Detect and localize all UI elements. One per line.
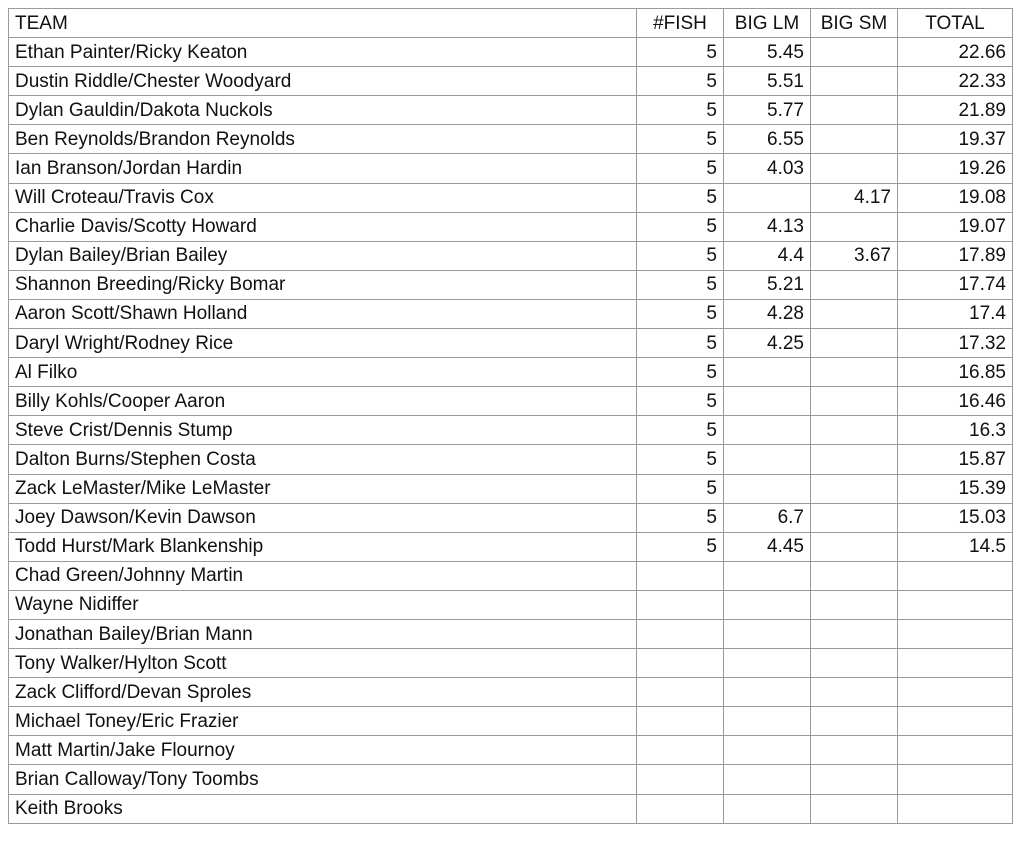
cell-team: Shannon Breeding/Ricky Bomar: [9, 270, 637, 299]
cell-big-sm: [811, 503, 898, 532]
cell-total: 15.03: [898, 503, 1013, 532]
header-big-sm: BIG SM: [811, 9, 898, 38]
cell-big-lm: [724, 561, 811, 590]
cell-fish: [637, 707, 724, 736]
cell-fish: 5: [637, 474, 724, 503]
cell-big-sm: [811, 532, 898, 561]
cell-fish: 5: [637, 503, 724, 532]
cell-big-lm: [724, 736, 811, 765]
cell-fish: 5: [637, 329, 724, 358]
cell-total: 16.85: [898, 358, 1013, 387]
cell-total: 15.39: [898, 474, 1013, 503]
cell-total: [898, 619, 1013, 648]
cell-total: [898, 707, 1013, 736]
cell-team: Dylan Bailey/Brian Bailey: [9, 241, 637, 270]
cell-fish: 5: [637, 387, 724, 416]
cell-total: [898, 649, 1013, 678]
cell-total: 19.07: [898, 212, 1013, 241]
cell-big-lm: [724, 707, 811, 736]
cell-total: 17.89: [898, 241, 1013, 270]
cell-team: Dalton Burns/Stephen Costa: [9, 445, 637, 474]
cell-big-lm: 4.28: [724, 299, 811, 328]
cell-big-sm: [811, 270, 898, 299]
cell-team: Dylan Gauldin/Dakota Nuckols: [9, 96, 637, 125]
cell-big-lm: 6.7: [724, 503, 811, 532]
cell-fish: 5: [637, 67, 724, 96]
cell-team: Ethan Painter/Ricky Keaton: [9, 38, 637, 67]
table-row: [9, 707, 1013, 736]
cell-big-lm: [724, 358, 811, 387]
cell-big-sm: [811, 416, 898, 445]
table-row: [9, 358, 1013, 387]
cell-big-sm: [811, 794, 898, 823]
cell-team: Chad Green/Johnny Martin: [9, 561, 637, 590]
cell-fish: 5: [637, 125, 724, 154]
cell-big-sm: [811, 125, 898, 154]
cell-big-lm: 6.55: [724, 125, 811, 154]
cell-team: Todd Hurst/Mark Blankenship: [9, 532, 637, 561]
cell-total: [898, 736, 1013, 765]
cell-team: Aaron Scott/Shawn Holland: [9, 299, 637, 328]
cell-big-lm: [724, 416, 811, 445]
cell-big-lm: [724, 765, 811, 794]
cell-fish: [637, 765, 724, 794]
cell-big-sm: [811, 154, 898, 183]
cell-big-sm: [811, 387, 898, 416]
cell-team: Michael Toney/Eric Frazier: [9, 707, 637, 736]
cell-team: Charlie Davis/Scotty Howard: [9, 212, 637, 241]
cell-total: 17.74: [898, 270, 1013, 299]
cell-big-sm: [811, 765, 898, 794]
header-total: TOTAL: [898, 9, 1013, 38]
cell-fish: 5: [637, 532, 724, 561]
table-row: [9, 649, 1013, 678]
cell-total: [898, 794, 1013, 823]
cell-fish: 5: [637, 183, 724, 212]
cell-total: 17.4: [898, 299, 1013, 328]
cell-big-sm: [811, 96, 898, 125]
cell-big-lm: [724, 678, 811, 707]
cell-big-lm: 5.51: [724, 67, 811, 96]
table-row: [9, 212, 1013, 241]
cell-team: Wayne Nidiffer: [9, 590, 637, 619]
cell-big-sm: [811, 736, 898, 765]
cell-big-sm: [811, 67, 898, 96]
cell-fish: 5: [637, 358, 724, 387]
cell-team: Ben Reynolds/Brandon Reynolds: [9, 125, 637, 154]
table-row: [9, 561, 1013, 590]
table-row: [9, 532, 1013, 561]
cell-fish: [637, 561, 724, 590]
cell-big-lm: 4.45: [724, 532, 811, 561]
cell-total: 22.33: [898, 67, 1013, 96]
cell-team: Brian Calloway/Tony Toombs: [9, 765, 637, 794]
table-row: [9, 154, 1013, 183]
cell-big-sm: [811, 678, 898, 707]
table-row: [9, 474, 1013, 503]
cell-big-sm: [811, 299, 898, 328]
cell-team: Jonathan Bailey/Brian Mann: [9, 619, 637, 648]
cell-fish: 5: [637, 416, 724, 445]
cell-big-lm: 5.45: [724, 38, 811, 67]
table-row: [9, 678, 1013, 707]
cell-team: Dustin Riddle/Chester Woodyard: [9, 67, 637, 96]
cell-team: Steve Crist/Dennis Stump: [9, 416, 637, 445]
cell-fish: 5: [637, 154, 724, 183]
cell-team: Keith Brooks: [9, 794, 637, 823]
cell-big-sm: [811, 619, 898, 648]
table-row: [9, 96, 1013, 125]
table-row: [9, 794, 1013, 823]
cell-big-sm: [811, 212, 898, 241]
cell-team: Zack Clifford/Devan Sproles: [9, 678, 637, 707]
cell-total: 16.3: [898, 416, 1013, 445]
cell-fish: [637, 794, 724, 823]
cell-total: 19.26: [898, 154, 1013, 183]
table-row: [9, 387, 1013, 416]
table-row: [9, 445, 1013, 474]
cell-total: [898, 590, 1013, 619]
results-table-body: [9, 9, 1013, 824]
cell-team: Matt Martin/Jake Flournoy: [9, 736, 637, 765]
cell-total: 14.5: [898, 532, 1013, 561]
cell-big-lm: 4.25: [724, 329, 811, 358]
cell-big-sm: [811, 358, 898, 387]
cell-team: Billy Kohls/Cooper Aaron: [9, 387, 637, 416]
cell-team: Will Croteau/Travis Cox: [9, 183, 637, 212]
table-row: [9, 736, 1013, 765]
table-row: [9, 765, 1013, 794]
cell-fish: 5: [637, 212, 724, 241]
cell-big-lm: 5.21: [724, 270, 811, 299]
cell-total: 15.87: [898, 445, 1013, 474]
table-row: [9, 241, 1013, 270]
table-row: [9, 416, 1013, 445]
cell-fish: [637, 619, 724, 648]
cell-total: [898, 765, 1013, 794]
cell-team: Daryl Wright/Rodney Rice: [9, 329, 637, 358]
cell-total: 19.08: [898, 183, 1013, 212]
cell-big-sm: [811, 649, 898, 678]
cell-fish: 5: [637, 299, 724, 328]
cell-fish: 5: [637, 445, 724, 474]
cell-fish: 5: [637, 241, 724, 270]
table-row: [9, 590, 1013, 619]
cell-big-lm: 5.77: [724, 96, 811, 125]
header-row: [9, 9, 1013, 38]
header-team: TEAM: [9, 9, 637, 38]
cell-total: 22.66: [898, 38, 1013, 67]
cell-team: Ian Branson/Jordan Hardin: [9, 154, 637, 183]
table-row: [9, 270, 1013, 299]
cell-team: Zack LeMaster/Mike LeMaster: [9, 474, 637, 503]
cell-total: 19.37: [898, 125, 1013, 154]
cell-big-lm: 4.13: [724, 212, 811, 241]
cell-big-lm: [724, 649, 811, 678]
cell-team: Al Filko: [9, 358, 637, 387]
cell-fish: [637, 736, 724, 765]
cell-big-lm: 4.03: [724, 154, 811, 183]
cell-big-sm: [811, 474, 898, 503]
cell-total: [898, 561, 1013, 590]
cell-fish: 5: [637, 38, 724, 67]
table-row: [9, 125, 1013, 154]
cell-big-sm: [811, 590, 898, 619]
cell-big-lm: [724, 794, 811, 823]
cell-team: Joey Dawson/Kevin Dawson: [9, 503, 637, 532]
cell-total: 21.89: [898, 96, 1013, 125]
cell-total: [898, 678, 1013, 707]
table-row: [9, 503, 1013, 532]
table-row: [9, 183, 1013, 212]
cell-team: Tony Walker/Hylton Scott: [9, 649, 637, 678]
header-fish: #FISH: [637, 9, 724, 38]
cell-big-sm: [811, 445, 898, 474]
cell-big-lm: 4.4: [724, 241, 811, 270]
cell-big-lm: [724, 619, 811, 648]
table-row: [9, 67, 1013, 96]
results-sheet: [8, 8, 1013, 824]
cell-big-sm: [811, 561, 898, 590]
cell-fish: [637, 649, 724, 678]
cell-big-sm: 3.67: [811, 241, 898, 270]
cell-big-sm: [811, 329, 898, 358]
cell-fish: [637, 678, 724, 707]
table-row: [9, 329, 1013, 358]
cell-big-sm: [811, 707, 898, 736]
table-row: [9, 299, 1013, 328]
cell-fish: [637, 590, 724, 619]
header-big-lm: BIG LM: [724, 9, 811, 38]
cell-big-lm: [724, 474, 811, 503]
cell-big-sm: [811, 38, 898, 67]
cell-big-lm: [724, 445, 811, 474]
table-row: [9, 38, 1013, 67]
cell-total: 17.32: [898, 329, 1013, 358]
cell-big-lm: [724, 590, 811, 619]
cell-total: 16.46: [898, 387, 1013, 416]
cell-big-lm: [724, 183, 811, 212]
results-table: [8, 8, 1013, 824]
cell-big-lm: [724, 387, 811, 416]
table-row: [9, 619, 1013, 648]
cell-fish: 5: [637, 96, 724, 125]
cell-fish: 5: [637, 270, 724, 299]
cell-big-sm: 4.17: [811, 183, 898, 212]
